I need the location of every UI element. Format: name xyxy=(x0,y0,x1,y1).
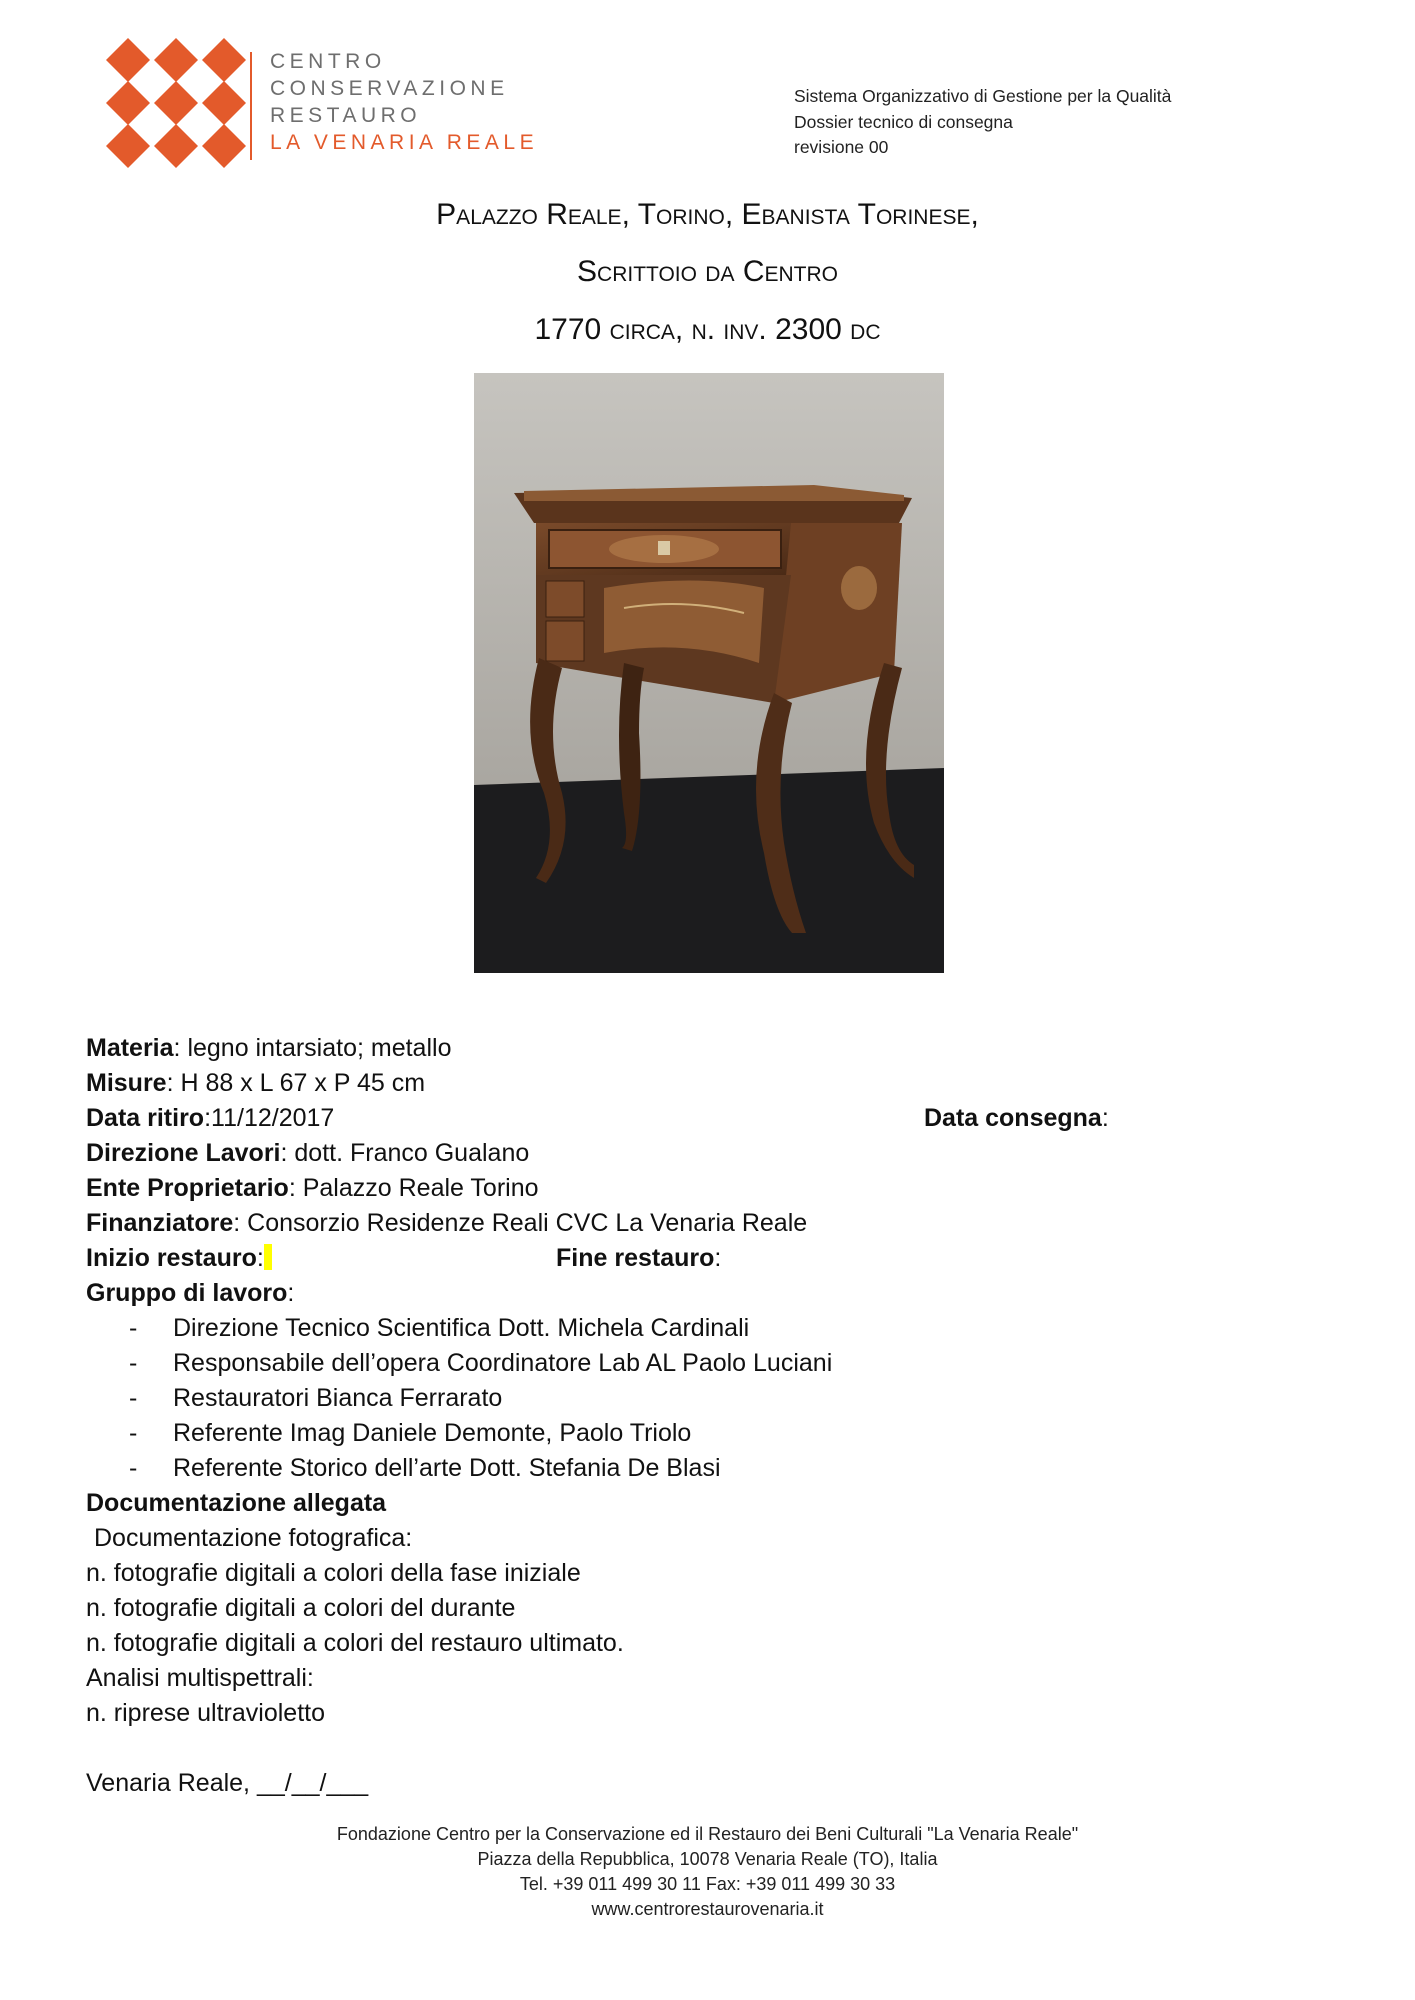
list-item-text: Direzione Tecnico Scientifica Dott. Michela Cardinali xyxy=(173,1314,750,1342)
field-value: : xyxy=(287,1279,295,1307)
field-direzione-lavori xyxy=(86,1136,1326,1171)
field-ente-proprietario xyxy=(86,1171,1326,1206)
logo-line: CENTRO xyxy=(270,50,386,73)
logo-diamond xyxy=(202,81,246,125)
field-label: Finanziatore xyxy=(86,1209,234,1237)
list-dash: - xyxy=(129,1314,138,1342)
list-dash: - xyxy=(129,1419,138,1447)
logo-wordmark xyxy=(270,48,538,156)
footer-website: www.centrorestaurovenaria.it xyxy=(591,1899,824,1919)
signature-line: Venaria Reale, __/__/___ xyxy=(86,1769,369,1797)
logo-diamond xyxy=(106,38,150,82)
field-value: : Palazzo Reale Torino xyxy=(288,1174,539,1202)
list-item-text: Referente Storico dell’arte Dott. Stefania De Blasi xyxy=(173,1454,721,1482)
foto-line: n. fotografie digitali a colori della fase iniziale xyxy=(86,1559,581,1587)
field-finanziatore xyxy=(86,1206,1326,1241)
list-item-text: Referente Imag Daniele Demonte, Paolo Triolo xyxy=(173,1419,692,1447)
field-value: :11/12/2017 xyxy=(204,1104,335,1132)
field-label: Data ritiro xyxy=(86,1104,205,1132)
footer-line: Fondazione Centro per la Conservazione ed il Restauro dei Beni Culturali "La Venaria Reale" xyxy=(336,1824,1079,1844)
field-label: Direzione Lavori xyxy=(86,1139,281,1167)
field-misure xyxy=(86,1066,1326,1101)
field-value: : xyxy=(256,1244,264,1272)
list-item xyxy=(86,1311,1326,1346)
logo-line: LA VENARIA REALE xyxy=(270,131,539,154)
field-gruppo-lavoro xyxy=(86,1276,1326,1311)
list-dash: - xyxy=(129,1384,138,1412)
logo-diamond xyxy=(106,81,150,125)
field-value: : dott. Franco Gualano xyxy=(280,1139,530,1167)
field-value: : xyxy=(714,1244,722,1272)
footer-line: Piazza della Repubblica, 10078 Venaria Reale (TO), Italia xyxy=(477,1849,938,1869)
section-heading: Documentazione allegata xyxy=(86,1489,387,1517)
foto-heading: Documentazione fotografica: xyxy=(94,1524,413,1552)
foto-line: n. fotografie digitali a colori del durante xyxy=(86,1594,516,1622)
logo-diamond xyxy=(202,38,246,82)
field-data-consegna xyxy=(924,1101,1109,1136)
analisi-line: n. riprese ultravioletto xyxy=(86,1699,326,1727)
analisi-heading: Analisi multispettrali: xyxy=(86,1664,314,1692)
list-dash: - xyxy=(129,1454,138,1482)
footer-line: Tel. +39 011 499 30 11 Fax: +39 011 499 30 33 xyxy=(519,1874,896,1894)
logo-line: RESTAURO xyxy=(270,104,422,127)
quality-line: Sistema Organizzativo di Gestione per la Qualità xyxy=(794,86,1172,106)
list-item-text: Restauratori Bianca Ferrarato xyxy=(173,1384,503,1412)
list-item xyxy=(86,1416,1326,1451)
list-item xyxy=(86,1451,1326,1486)
logo-diamond xyxy=(106,124,150,168)
list-item xyxy=(86,1381,1326,1416)
quality-header xyxy=(794,84,1171,161)
field-label: Inizio restauro xyxy=(86,1244,257,1272)
field-value: : H 88 x L 67 x P 45 cm xyxy=(166,1069,426,1097)
field-label: Materia xyxy=(86,1034,174,1062)
logo-diamond xyxy=(202,124,246,168)
field-label: Data consegna xyxy=(924,1104,1102,1132)
field-data-ritiro xyxy=(86,1101,1326,1136)
desk-photo xyxy=(474,373,944,973)
footer xyxy=(0,1822,1415,1922)
field-label: Fine restauro xyxy=(556,1244,715,1272)
field-label: Misure xyxy=(86,1069,167,1097)
logo-diamond xyxy=(154,81,198,125)
field-value: : xyxy=(1101,1104,1109,1132)
document-title-line2: Scrittoio da Centro xyxy=(577,255,838,288)
list-item-text: Responsabile dell’opera Coordinatore Lab AL Paolo Luciani xyxy=(173,1349,833,1377)
highlight-mark xyxy=(264,1244,272,1270)
field-label: Gruppo di lavoro xyxy=(86,1279,288,1307)
logo-divider xyxy=(250,52,252,160)
logo-diamond xyxy=(154,124,198,168)
logo-diamond xyxy=(154,38,198,82)
object-fields xyxy=(86,1031,1326,1801)
logo-diamonds xyxy=(106,38,246,168)
foto-line: n. fotografie digitali a colori del restauro ultimato. xyxy=(86,1629,624,1657)
field-value: : Consorzio Residenze Reali CVC La Venaria Reale xyxy=(233,1209,808,1237)
document-title-line3: 1770 circa, n. inv. 2300 dc xyxy=(534,313,881,346)
list-dash: - xyxy=(129,1349,138,1377)
field-fine-restauro xyxy=(556,1241,721,1276)
field-value: : legno intarsiato; metallo xyxy=(173,1034,452,1062)
documentazione-heading xyxy=(86,1486,1326,1521)
quality-line: revisione 00 xyxy=(794,137,889,157)
document-title-line1: Palazzo Reale, Torino, Ebanista Torinese, xyxy=(436,198,979,231)
list-item xyxy=(86,1346,1326,1381)
logo-line: CONSERVAZIONE xyxy=(270,77,509,100)
field-label: Ente Proprietario xyxy=(86,1174,289,1202)
field-inizio-restauro xyxy=(86,1241,1326,1276)
field-materia xyxy=(86,1031,1326,1066)
quality-line: Dossier tecnico di consegna xyxy=(794,111,1013,132)
